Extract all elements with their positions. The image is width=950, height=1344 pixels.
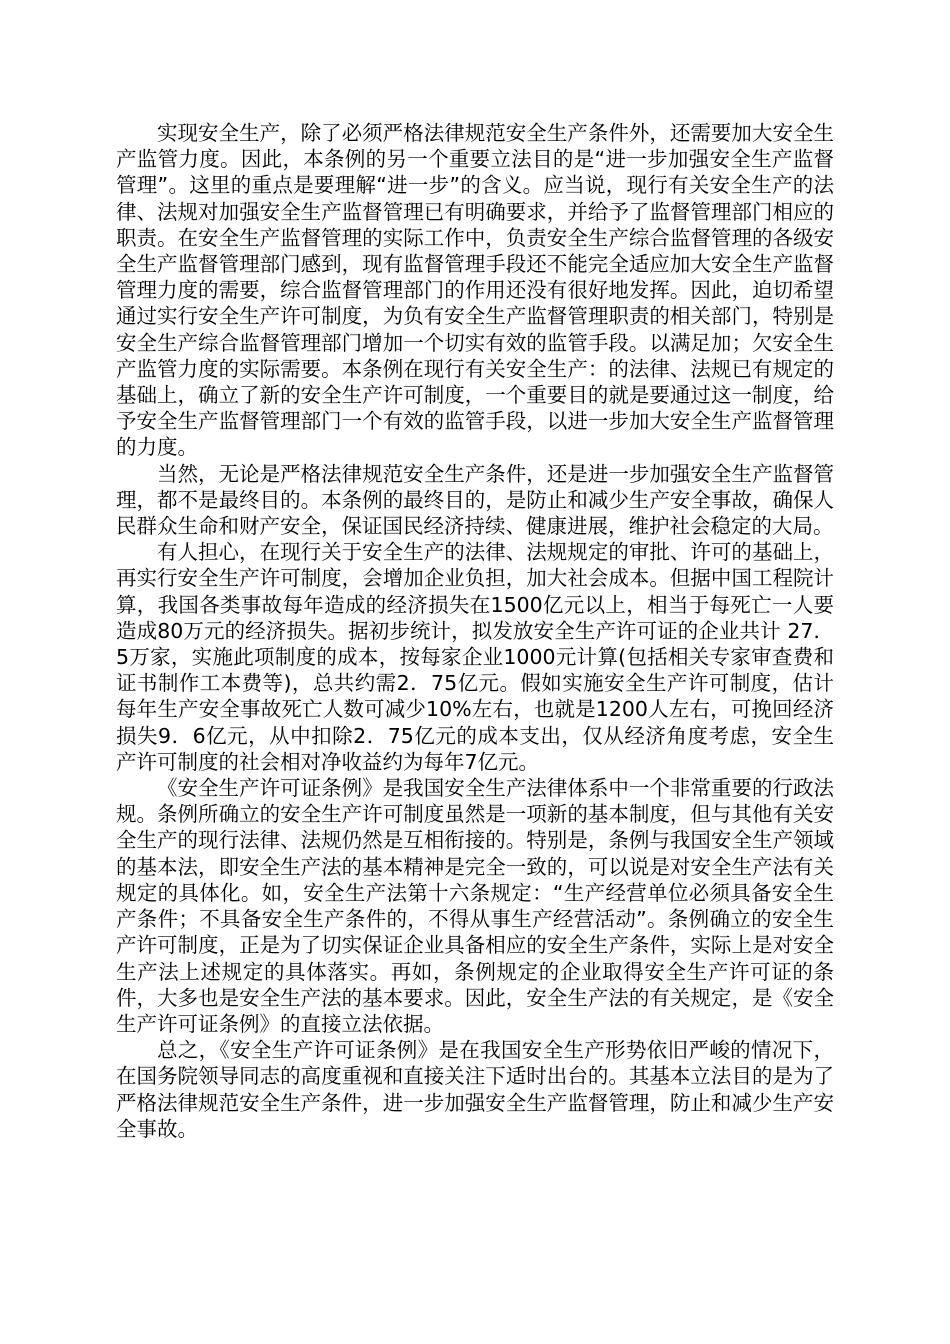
paragraph-2: 当然，无论是严格法律规范安全生产条件，还是进一步加强安全生产监督管理，都不是最终目的。本条例的最终目的，是防止和减少生产安全事故，确保人民群众生命和财产安全，保证国民经济持续、健康进展，维护社会稳定的大局。 xyxy=(116,461,834,539)
document-body xyxy=(116,120,834,1142)
paragraph-4: 《安全生产许可证条例》是我国安全生产法律体系中一个非常重要的行政法规。条例所确立的安全生产许可制度虽然是一项新的基本制度，但与其他有关安全生产的现行法律、法规仍然是互相衔接的。特别是，条例与我国安全生产领域的基本法，即安全生产法的基本精神是完全一致的，可以说是对安全生产法有关规定的具体化。如，安全生产法第十六条规定：“生产经营单位必须具备安全生产条件；不具备安全生产条件的，不得从事生产经营活动”。条例确立的安全生产许可制度，正是为了切实保证企业具备相应的安全生产条件，实际上是对安全生产法上述规定的具体落实。再如，条例规定的企业取得安全生产许可证的条件，大多也是安全生产法的基本要求。因此，安全生产法的有关规定，是《安全生产许可证条例》的直接立法依据。 xyxy=(116,776,834,1036)
paragraph-3: 有人担心，在现行关于安全生产的法律、法规规定的审批、许可的基础上，再实行安全生产许可制度，会增加企业负担，加大社会成本。但据中国工程院计算，我国各类事故每年造成的经济损失在1500亿元以上，相当于每死亡一人要造成80万元的经济损失。据初步统计，拟发放安全生产许可证的企业共计 27．5万家，实施此项制度的成本，按每家企业1000元计算(包括相关专家审查费和证书制作工本费等)，总共约需2．75亿元。假如实施安全生产许可制度，估计每年生产安全事故死亡人数可减少10%左右，也就是1200人左右，可挽回经济损失9．6亿元，从中扣除2．75亿元的成本支出，仅从经济角度考虑，安全生产许可制度的社会相对净收益约为每年7亿元。 xyxy=(116,540,834,774)
paragraph-5: 总之，《安全生产许可证条例》是在我国安全生产形势依旧严峻的情况下，在国务院领导同志的高度重视和直接关注下适时出台的。其基本立法目的是为了严格法律规范安全生产条件，进一步加强安全生产监督管理，防止和减少生产安全事故。 xyxy=(116,1038,834,1141)
paragraph-1: 实现安全生产，除了必须严格法律规范安全生产条件外，还需要加大安全生产监管力度。因此，本条例的另一个重要立法目的是“进一步加强安全生产监督管理”。这里的重点是要理解“进一步”的含义。应当说，现行有关安全生产的法律、法规对加强安全生产监督管理已有明确要求，并给予了监督管理部门相应的职责。在安全生产监督管理的实际工作中，负责安全生产综合监督管理的各级安全生产监督管理部门感到，现有监督管理手段还不能完全适应加大安全生产监督管理力度的需要，综合监督管理部门的作用还没有很好地发挥。因此，迫切希望通过实行安全生产许可制度，为负有安全生产监督管理职责的相关部门，特别是安全生产综合监督管理部门增加一个切实有效的监管手段。以满足加；欠安全生产监管力度的实际需要。本条例在现行有关安全生产：的法律、法规已有规定的基础上，确立了新的安全生产许可制度，一个重要目的就是要通过这一制度，给予安全生产监督管理部门一个有效的监管手段，以进一步加大安全生产监督管理的力度。 xyxy=(116,121,834,460)
